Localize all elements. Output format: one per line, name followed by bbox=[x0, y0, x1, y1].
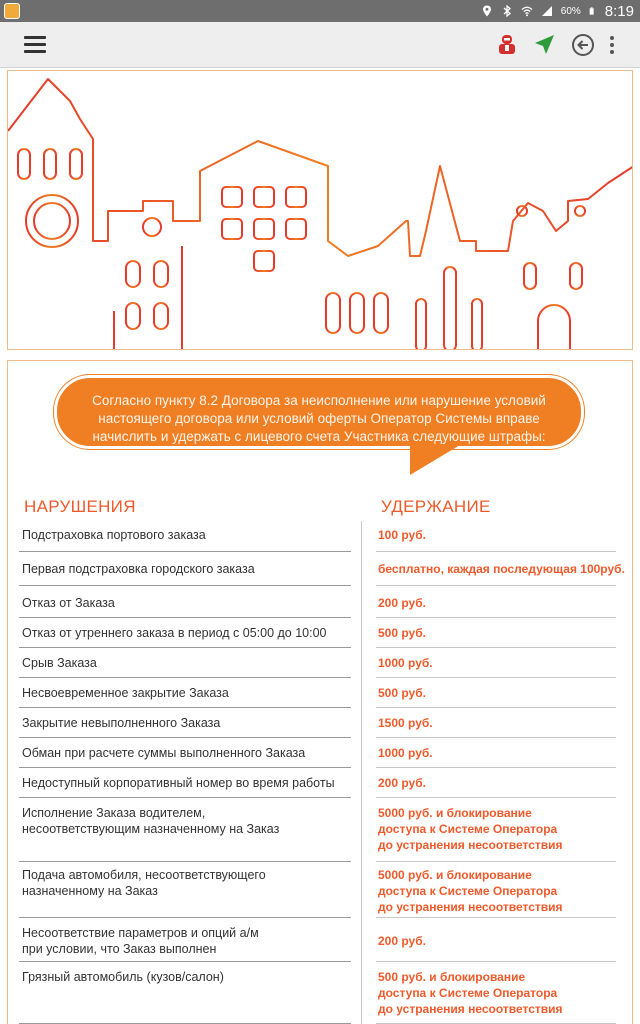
row-divider bbox=[376, 737, 616, 738]
row-divider bbox=[376, 861, 616, 862]
wifi-icon bbox=[521, 5, 533, 17]
violation-text: Закрытие невыполненного Заказа bbox=[22, 716, 221, 730]
fines-panel bbox=[7, 360, 633, 1024]
penalty-text: 5000 руб. и блокирование доступа к Системе Оператора до устранения несоответствия bbox=[378, 868, 563, 914]
signal-icon bbox=[541, 5, 553, 17]
violation-text: Исполнение Заказа водителем, несоответствующим назначенному на Заказ bbox=[22, 806, 280, 836]
table-row bbox=[8, 743, 634, 771]
penalty-text: 5000 руб. и блокирование доступа к Системе Оператора до устранения несоответствия bbox=[378, 806, 563, 852]
penalty-text: 100 руб. bbox=[378, 528, 426, 542]
status-bar-right bbox=[481, 0, 634, 22]
table-row bbox=[8, 623, 634, 651]
table-row bbox=[8, 923, 634, 963]
row-divider bbox=[19, 917, 351, 918]
penalty-text: 200 руб. bbox=[378, 934, 426, 948]
row-divider bbox=[376, 961, 616, 962]
navigation-arrow-icon[interactable] bbox=[532, 32, 558, 58]
table-row bbox=[8, 683, 634, 711]
table-row bbox=[8, 593, 634, 621]
table-row bbox=[8, 865, 634, 925]
row-divider bbox=[19, 647, 351, 648]
table-row bbox=[8, 713, 634, 741]
penalty-text: 500 руб. bbox=[378, 686, 426, 700]
row-divider bbox=[376, 707, 616, 708]
penalties-header: УДЕРЖАНИЕ bbox=[381, 497, 491, 516]
penalty-text: 500 руб. bbox=[378, 626, 426, 640]
notice-text: Согласно пункту 8.2 Договора за неисполнение или нарушение условий настоящего договора или условий оферты Оператор Системы вправе начислить и удержать с лицевого счета Участника следующие штрафы: bbox=[92, 393, 546, 444]
row-divider bbox=[376, 677, 616, 678]
violation-text: Подстраховка портового заказа bbox=[22, 528, 206, 542]
row-divider bbox=[19, 767, 351, 768]
row-divider bbox=[376, 617, 616, 618]
bluetooth-icon bbox=[501, 5, 513, 17]
table-row bbox=[8, 559, 634, 587]
table-row bbox=[8, 525, 634, 553]
penalty-text: 200 руб. bbox=[378, 596, 426, 610]
row-divider bbox=[19, 551, 351, 552]
penalty-text: 500 руб. и блокирование доступа к Системе Оператора до устранения несоответствия bbox=[378, 970, 563, 1016]
location-icon bbox=[481, 5, 493, 17]
hamburger-menu-icon[interactable] bbox=[24, 36, 46, 54]
row-divider bbox=[376, 585, 616, 586]
row-divider bbox=[19, 961, 351, 962]
penalty-text: 1000 руб. bbox=[378, 656, 433, 670]
city-skyline-illustration bbox=[8, 71, 633, 350]
row-divider bbox=[19, 797, 351, 798]
clock: 8:19 bbox=[604, 2, 634, 20]
violation-text: Несвоевременное закрытие Заказа bbox=[22, 686, 229, 700]
row-divider bbox=[376, 647, 616, 648]
row-divider bbox=[19, 617, 351, 618]
row-divider bbox=[19, 585, 351, 586]
row-divider bbox=[19, 677, 351, 678]
violation-text: Первая подстраховка городского заказа bbox=[22, 562, 255, 576]
penalty-text: 1500 руб. bbox=[378, 716, 433, 730]
violations-header: НАРУШЕНИЯ bbox=[24, 497, 136, 516]
violation-text: Подача автомобиля, несоответствующего назначенному на Заказ bbox=[22, 868, 266, 898]
penalty-text: 1000 руб. bbox=[378, 746, 433, 760]
more-vert-icon[interactable] bbox=[605, 32, 619, 58]
status-bar bbox=[0, 0, 640, 22]
violation-text: Несоответствие параметров и опций а/м при условии, что Заказ выполнен bbox=[22, 926, 259, 956]
violation-text: Недоступный корпоративный номер во время работы bbox=[22, 776, 335, 790]
app-toolbar bbox=[0, 22, 640, 68]
penalty-text: 200 руб. bbox=[378, 776, 426, 790]
driver-icon[interactable] bbox=[494, 32, 520, 58]
table-row bbox=[8, 963, 634, 1024]
row-divider bbox=[376, 551, 616, 552]
battery-icon bbox=[589, 5, 597, 17]
violation-text: Обман при расчете суммы выполненного Заказа bbox=[22, 746, 306, 760]
row-divider bbox=[19, 861, 351, 862]
penalty-text: бесплатно, каждая последующая 100руб. bbox=[378, 562, 625, 576]
violation-text: Грязный автомобиль (кузов/салон) bbox=[22, 970, 224, 984]
back-circle-icon[interactable] bbox=[570, 32, 596, 58]
battery-level: 60% bbox=[560, 5, 581, 17]
row-divider bbox=[376, 767, 616, 768]
table-row bbox=[8, 773, 634, 801]
table-row bbox=[8, 653, 634, 681]
violation-text: Отказ от Заказа bbox=[22, 596, 115, 610]
table-row bbox=[8, 803, 634, 863]
app-notification-icon bbox=[4, 3, 20, 19]
row-divider bbox=[376, 797, 616, 798]
violation-text: Отказ от утреннего заказа в период с 05:00 до 10:00 bbox=[22, 626, 327, 640]
city-skyline-banner bbox=[7, 70, 633, 350]
notice-bubble-tail bbox=[410, 445, 460, 475]
notice-bubble bbox=[54, 375, 584, 449]
row-divider bbox=[19, 737, 351, 738]
row-divider bbox=[19, 707, 351, 708]
row-divider bbox=[376, 917, 616, 918]
violation-text: Срыв Заказа bbox=[22, 656, 97, 670]
